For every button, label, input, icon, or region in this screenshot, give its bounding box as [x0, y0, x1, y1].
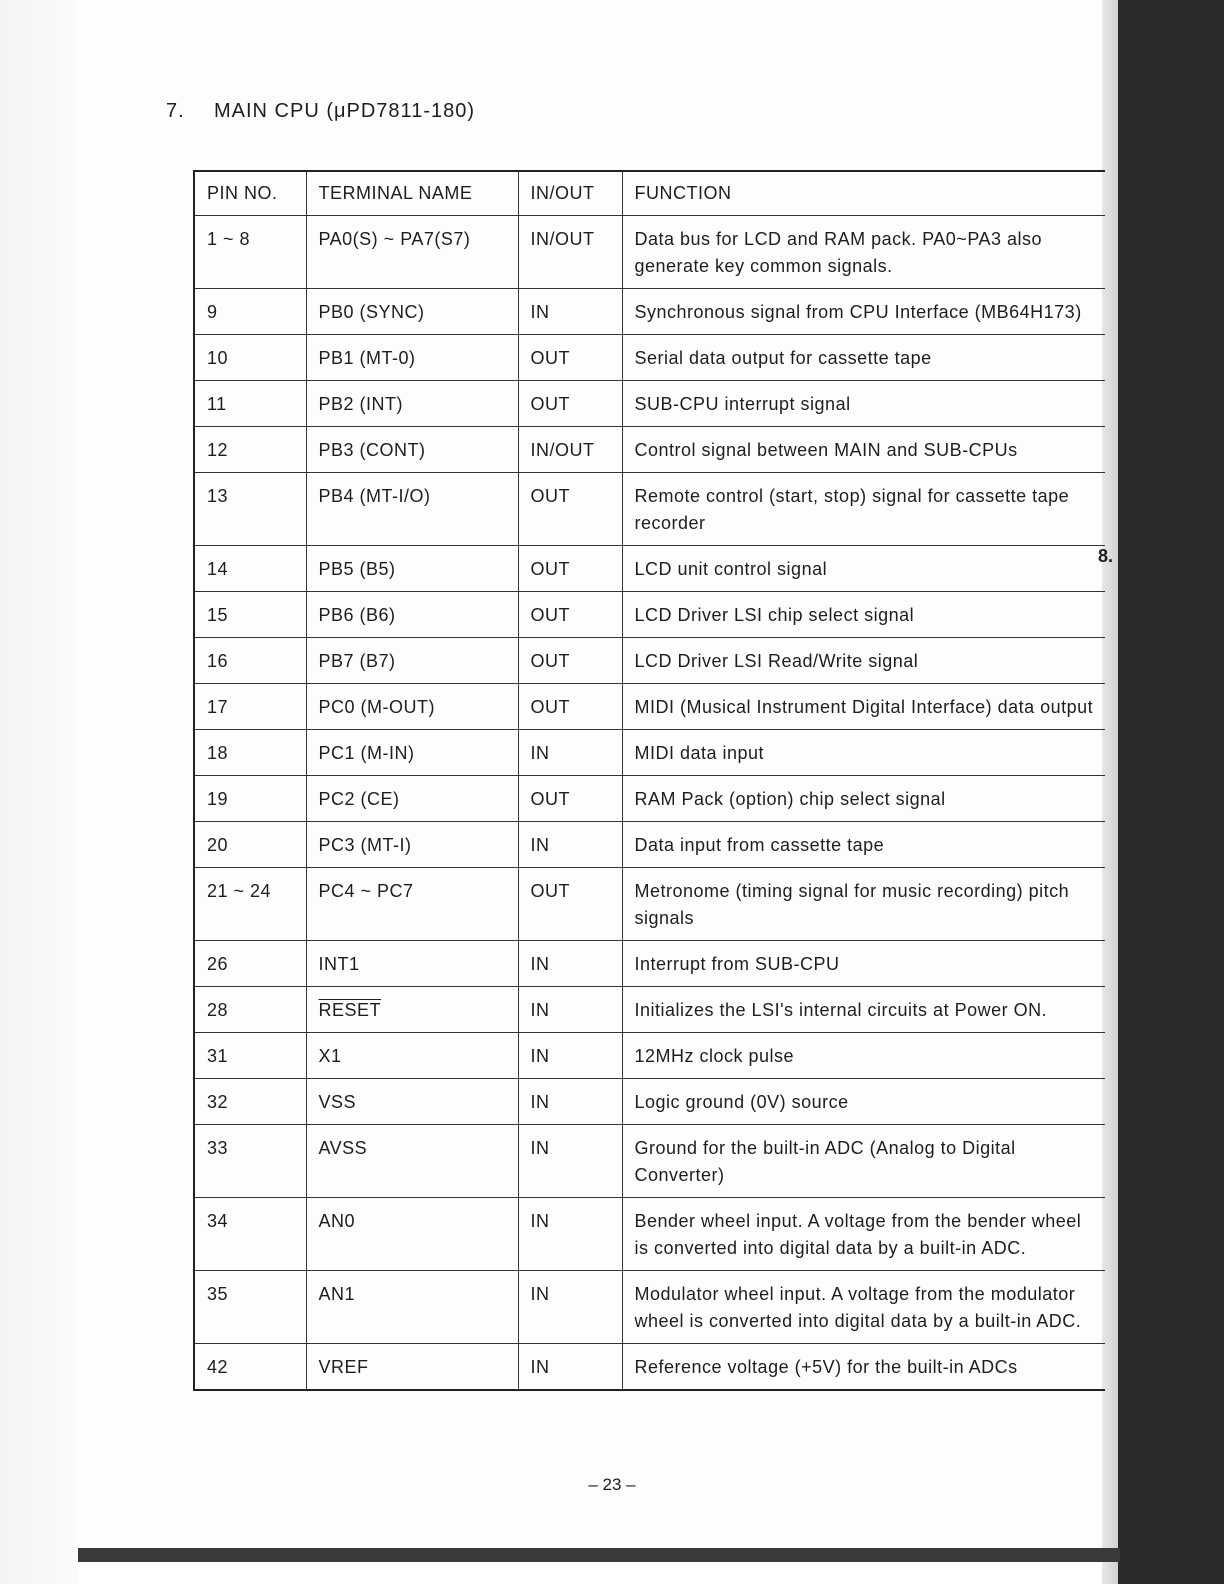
table-row: [194, 1125, 1105, 1198]
table-row: [194, 1033, 1105, 1079]
table-row: [194, 1079, 1105, 1125]
pin-number-cell: 26: [194, 941, 306, 987]
in-out-cell: OUT: [518, 684, 622, 730]
terminal-name-cell: AVSS: [306, 1125, 518, 1198]
function-cell: Control signal between MAIN and SUB-CPUs: [622, 427, 1105, 473]
pin-table: [193, 170, 1105, 1391]
pin-number-cell: 21 ~ 24: [194, 868, 306, 941]
table-row: [194, 381, 1105, 427]
pin-number-cell: 12: [194, 427, 306, 473]
terminal-name-cell: PA0(S) ~ PA7(S7): [306, 216, 518, 289]
function-cell: Bender wheel input. A voltage from the bender wheel is converted into digital data by a built-in ADC.: [622, 1198, 1105, 1271]
function-cell: SUB-CPU interrupt signal: [622, 381, 1105, 427]
in-out-cell: IN: [518, 1079, 622, 1125]
function-cell: LCD Driver LSI chip select signal: [622, 592, 1105, 638]
in-out-cell: IN/OUT: [518, 216, 622, 289]
pin-number-cell: 20: [194, 822, 306, 868]
function-cell: 12MHz clock pulse: [622, 1033, 1105, 1079]
table-row: [194, 941, 1105, 987]
table-header-row: [194, 171, 1105, 216]
in-out-cell: IN: [518, 987, 622, 1033]
terminal-name-cell: PC0 (M-OUT): [306, 684, 518, 730]
function-cell: MIDI (Musical Instrument Digital Interface) data output: [622, 684, 1105, 730]
table-row: [194, 776, 1105, 822]
table-row: [194, 546, 1105, 592]
pin-number-cell: 31: [194, 1033, 306, 1079]
in-out-cell: IN: [518, 1344, 622, 1391]
function-cell: Interrupt from SUB-CPU: [622, 941, 1105, 987]
terminal-name-cell: PB3 (CONT): [306, 427, 518, 473]
section-title: MAIN CPU (μPD7811-180): [214, 100, 476, 122]
terminal-name-cell: PB4 (MT-I/O): [306, 473, 518, 546]
pin-number-cell: 1 ~ 8: [194, 216, 306, 289]
table-row: [194, 822, 1105, 868]
function-cell: Synchronous signal from CPU Interface (MB64H173): [622, 289, 1105, 335]
in-out-cell: IN: [518, 730, 622, 776]
function-cell: Data input from cassette tape: [622, 822, 1105, 868]
in-out-cell: OUT: [518, 335, 622, 381]
pin-number-cell: 17: [194, 684, 306, 730]
pin-number-cell: 9: [194, 289, 306, 335]
pin-number-cell: 32: [194, 1079, 306, 1125]
table-row: [194, 473, 1105, 546]
scan-bottom-edge: [78, 1548, 1120, 1562]
table-row: [194, 1198, 1105, 1271]
scan-left-shade: [0, 0, 78, 1584]
terminal-name-cell: RESET: [306, 987, 518, 1033]
pin-number-cell: 42: [194, 1344, 306, 1391]
pin-number-cell: 34: [194, 1198, 306, 1271]
in-out-cell: OUT: [518, 638, 622, 684]
page-number: – 23 –: [588, 1475, 636, 1494]
table-row: [194, 730, 1105, 776]
in-out-cell: OUT: [518, 546, 622, 592]
pin-number-cell: 11: [194, 381, 306, 427]
pin-number-cell: 16: [194, 638, 306, 684]
header-function: FUNCTION: [622, 171, 1105, 216]
table-row: [194, 427, 1105, 473]
in-out-cell: OUT: [518, 592, 622, 638]
pin-number-cell: 33: [194, 1125, 306, 1198]
terminal-name-cell: PB7 (B7): [306, 638, 518, 684]
pin-number-cell: 35: [194, 1271, 306, 1344]
terminal-name-cell: PC1 (M-IN): [306, 730, 518, 776]
terminal-name-cell: INT1: [306, 941, 518, 987]
function-cell: Metronome (timing signal for music recording) pitch signals: [622, 868, 1105, 941]
terminal-name-cell: PB5 (B5): [306, 546, 518, 592]
in-out-cell: IN: [518, 1271, 622, 1344]
pin-number-cell: 15: [194, 592, 306, 638]
function-cell: Data bus for LCD and RAM pack. PA0~PA3 also generate key common signals.: [622, 216, 1105, 289]
terminal-name-cell: PC2 (CE): [306, 776, 518, 822]
section-number: 7.: [166, 100, 185, 122]
pin-number-cell: 10: [194, 335, 306, 381]
terminal-name-cell: VSS: [306, 1079, 518, 1125]
pin-number-cell: 18: [194, 730, 306, 776]
function-cell: Reference voltage (+5V) for the built-in ADCs: [622, 1344, 1105, 1391]
scan-background: [1118, 0, 1224, 1584]
terminal-name-cell: AN0: [306, 1198, 518, 1271]
in-out-cell: OUT: [518, 868, 622, 941]
function-cell: Ground for the built-in ADC (Analog to Digital Converter): [622, 1125, 1105, 1198]
pin-number-cell: 14: [194, 546, 306, 592]
table-row: [194, 592, 1105, 638]
terminal-name-cell: AN1: [306, 1271, 518, 1344]
table-row: [194, 289, 1105, 335]
table-row: [194, 638, 1105, 684]
margin-mark: 8.: [1098, 546, 1114, 566]
in-out-cell: IN: [518, 1033, 622, 1079]
in-out-cell: IN: [518, 822, 622, 868]
function-cell: LCD Driver LSI Read/Write signal: [622, 638, 1105, 684]
section-heading: [166, 100, 475, 123]
table-row: [194, 987, 1105, 1033]
function-cell: Initializes the LSI's internal circuits at Power ON.: [622, 987, 1105, 1033]
function-cell: RAM Pack (option) chip select signal: [622, 776, 1105, 822]
table-row: [194, 1271, 1105, 1344]
header-pin-no: PIN NO.: [194, 171, 306, 216]
terminal-name-cell: VREF: [306, 1344, 518, 1391]
table-row: [194, 684, 1105, 730]
table-row: [194, 335, 1105, 381]
terminal-name-cell: PC4 ~ PC7: [306, 868, 518, 941]
function-cell: Remote control (start, stop) signal for cassette tape recorder: [622, 473, 1105, 546]
function-cell: Modulator wheel input. A voltage from the modulator wheel is converted into digital data by a built-in ADC.: [622, 1271, 1105, 1344]
in-out-cell: IN: [518, 1198, 622, 1271]
pin-number-cell: 13: [194, 473, 306, 546]
in-out-cell: IN: [518, 289, 622, 335]
in-out-cell: OUT: [518, 381, 622, 427]
pin-number-cell: 28: [194, 987, 306, 1033]
function-cell: Serial data output for cassette tape: [622, 335, 1105, 381]
table-row: [194, 868, 1105, 941]
terminal-name-cell: PB1 (MT-0): [306, 335, 518, 381]
pin-table-body: [194, 216, 1105, 1391]
function-cell: Logic ground (0V) source: [622, 1079, 1105, 1125]
terminal-name-cell: PB0 (SYNC): [306, 289, 518, 335]
function-cell: MIDI data input: [622, 730, 1105, 776]
in-out-cell: OUT: [518, 473, 622, 546]
terminal-name-cell: PB6 (B6): [306, 592, 518, 638]
table-row: [194, 1344, 1105, 1391]
terminal-name-cell: PC3 (MT-I): [306, 822, 518, 868]
table-row: [194, 216, 1105, 289]
in-out-cell: OUT: [518, 776, 622, 822]
terminal-name-cell: PB2 (INT): [306, 381, 518, 427]
header-in-out: IN/OUT: [518, 171, 622, 216]
in-out-cell: IN/OUT: [518, 427, 622, 473]
terminal-name-cell: X1: [306, 1033, 518, 1079]
header-terminal-name: TERMINAL NAME: [306, 171, 518, 216]
in-out-cell: IN: [518, 1125, 622, 1198]
pin-number-cell: 19: [194, 776, 306, 822]
in-out-cell: IN: [518, 941, 622, 987]
function-cell: LCD unit control signal: [622, 546, 1105, 592]
